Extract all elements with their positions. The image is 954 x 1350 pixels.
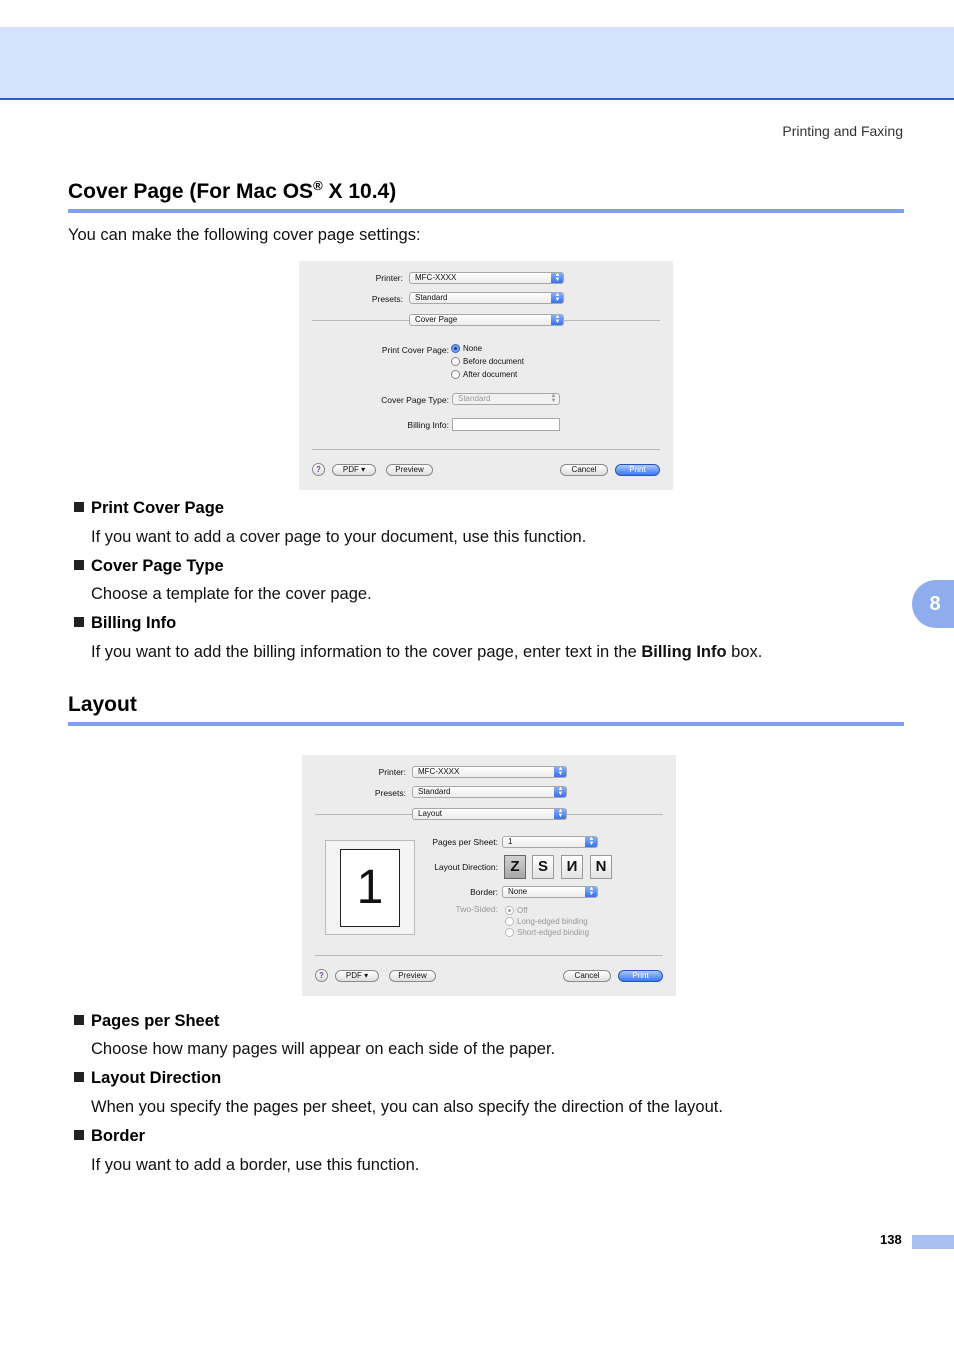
pane-value: Layout (418, 809, 443, 818)
pdf-button[interactable]: PDF ▾ (335, 970, 379, 982)
border-label: Border: (470, 887, 498, 897)
radio-label: Short-edged binding (517, 928, 590, 937)
bullet-heading: Cover Page Type (91, 557, 224, 575)
popup-arrows-icon: ▲ ▼ (551, 272, 564, 284)
presets-value: Standard (418, 787, 451, 796)
pdf-button[interactable]: PDF ▾ (332, 464, 376, 476)
popup-arrows-icon: ▲ ▼ (551, 314, 564, 326)
popup-arrows-icon: ▲ ▼ (585, 836, 598, 848)
radio-two-sided-off[interactable] (505, 906, 528, 915)
bullet-square-icon (74, 502, 84, 512)
preview-button[interactable]: Preview (389, 970, 436, 982)
bullet-text: If you want to add a cover page to your document, use this function. (91, 528, 587, 546)
section-title-cover-page (68, 178, 396, 204)
billing-label: Billing Info: (407, 420, 449, 430)
bullet-square-icon (74, 1130, 84, 1140)
print-button[interactable]: Print (615, 464, 660, 476)
bullet-billing-info (74, 614, 176, 633)
section-title-layout: Layout (68, 693, 137, 716)
printer-popup[interactable] (409, 272, 564, 284)
presets-popup[interactable] (409, 292, 564, 304)
chapter-tab: 8 (912, 580, 954, 628)
bullet-text: When you specify the pages per sheet, you can also specify the direction of the layout. (91, 1098, 723, 1116)
pane-popup[interactable] (412, 808, 567, 820)
radio-label: Long-edged binding (517, 917, 588, 926)
presets-popup[interactable] (412, 786, 567, 798)
bullet-text: Choose a template for the cover page. (91, 585, 372, 603)
preview-button[interactable]: Preview (386, 464, 433, 476)
bullet-layout-direction (74, 1069, 221, 1088)
bullet-text: Choose how many pages will appear on each side of the paper. (91, 1040, 556, 1058)
help-button[interactable]: ? (315, 969, 328, 982)
pane-popup[interactable] (409, 314, 564, 326)
text-run-bold: Billing Info (641, 643, 727, 661)
pages-per-sheet-value: 1 (508, 837, 513, 846)
cover-type-popup[interactable] (452, 393, 560, 405)
direction-n-icon[interactable]: N (590, 855, 612, 879)
printer-value: MFC-XXXX (415, 273, 457, 282)
print-cover-label: Print Cover Page: (381, 345, 449, 355)
border-value: None (508, 887, 528, 896)
bullet-heading: Pages per Sheet (91, 1012, 220, 1030)
two-sided-label: Two-Sided: (455, 904, 498, 914)
bullet-border (74, 1127, 145, 1146)
popup-arrows-icon: ▲ ▼ (585, 886, 598, 898)
popup-arrows-icon: ▲ ▼ (550, 393, 557, 404)
radio-short-edged[interactable] (505, 928, 589, 937)
bullet-text: If you want to add a border, use this function. (91, 1156, 420, 1174)
bullet-square-icon (74, 617, 84, 627)
radio-none[interactable] (451, 344, 482, 353)
section-rule (68, 722, 904, 726)
cancel-button[interactable]: Cancel (563, 970, 611, 982)
bullet-pages-per-sheet (74, 1012, 219, 1031)
popup-arrows-icon: ▲ ▼ (554, 808, 567, 820)
bullet-print-cover-page (74, 499, 224, 518)
printer-label: Printer: (375, 273, 403, 283)
page-tab (912, 1235, 954, 1249)
cover-type-value: Standard (458, 394, 491, 403)
header-band (0, 27, 954, 100)
layout-preview (325, 840, 415, 935)
cancel-button[interactable]: Cancel (560, 464, 608, 476)
radio-icon (451, 370, 460, 379)
title-end: X 10.4) (322, 180, 397, 203)
pane-value: Cover Page (415, 315, 458, 324)
bullet-heading: Print Cover Page (91, 499, 224, 517)
popup-arrows-icon: ▲ ▼ (554, 786, 567, 798)
printer-popup[interactable] (412, 766, 567, 778)
presets-label: Presets: (374, 788, 406, 798)
billing-info-field[interactable] (452, 418, 560, 431)
bullet-square-icon (74, 1015, 84, 1025)
preview-page: 1 (340, 849, 400, 927)
popup-arrows-icon: ▲ ▼ (551, 292, 564, 304)
radio-label: Before document (463, 357, 524, 366)
bullet-heading: Layout Direction (91, 1069, 222, 1087)
printer-label: Printer: (378, 767, 406, 777)
text-run: box. (726, 643, 763, 661)
popup-arrows-icon: ▲ ▼ (554, 766, 567, 778)
help-button[interactable]: ? (312, 463, 325, 476)
direction-s-icon[interactable]: S (532, 855, 554, 879)
radio-selected-icon (451, 344, 460, 353)
running-head: Printing and Faxing (782, 123, 903, 139)
border-popup[interactable] (502, 886, 598, 898)
text-run: If you want to add the billing information to the cover page, enter text in the (91, 643, 642, 661)
separator (315, 955, 663, 956)
print-button[interactable]: Print (618, 970, 663, 982)
layout-dialog (302, 755, 676, 996)
bullet-heading: Border (91, 1127, 146, 1145)
presets-value: Standard (415, 293, 448, 302)
bullet-cover-page-type (74, 557, 224, 576)
separator (312, 449, 660, 450)
cover-page-dialog (299, 261, 673, 490)
section-rule (68, 209, 904, 213)
radio-icon (505, 917, 514, 926)
direction-z-icon[interactable]: Z (504, 855, 526, 879)
radio-before-document[interactable] (451, 357, 524, 366)
radio-selected-icon (505, 906, 514, 915)
intro-text: You can make the following cover page settings: (68, 226, 421, 244)
layout-direction-label: Layout Direction: (434, 862, 498, 872)
bullet-text (91, 643, 762, 662)
title-main: Cover Page (For Mac OS (68, 180, 314, 203)
pages-per-sheet-label: Pages per Sheet: (432, 837, 498, 847)
radio-icon (451, 357, 460, 366)
printer-value: MFC-XXXX (418, 767, 460, 776)
radio-label: None (463, 344, 483, 353)
presets-label: Presets: (371, 294, 403, 304)
cover-type-label: Cover Page Type: (381, 395, 449, 405)
radio-label: Off (517, 906, 528, 915)
bullet-square-icon (74, 1072, 84, 1082)
bullet-heading: Billing Info (91, 614, 177, 632)
pages-per-sheet-popup[interactable] (502, 836, 598, 848)
direction-reverse-n-icon[interactable]: И (561, 855, 583, 879)
page-number: 138 (880, 1232, 902, 1247)
radio-label: After document (463, 370, 518, 379)
radio-after-document[interactable] (451, 370, 517, 379)
bullet-square-icon (74, 560, 84, 570)
radio-long-edged[interactable] (505, 917, 588, 926)
registered-mark: ® (313, 178, 323, 193)
radio-icon (505, 928, 514, 937)
